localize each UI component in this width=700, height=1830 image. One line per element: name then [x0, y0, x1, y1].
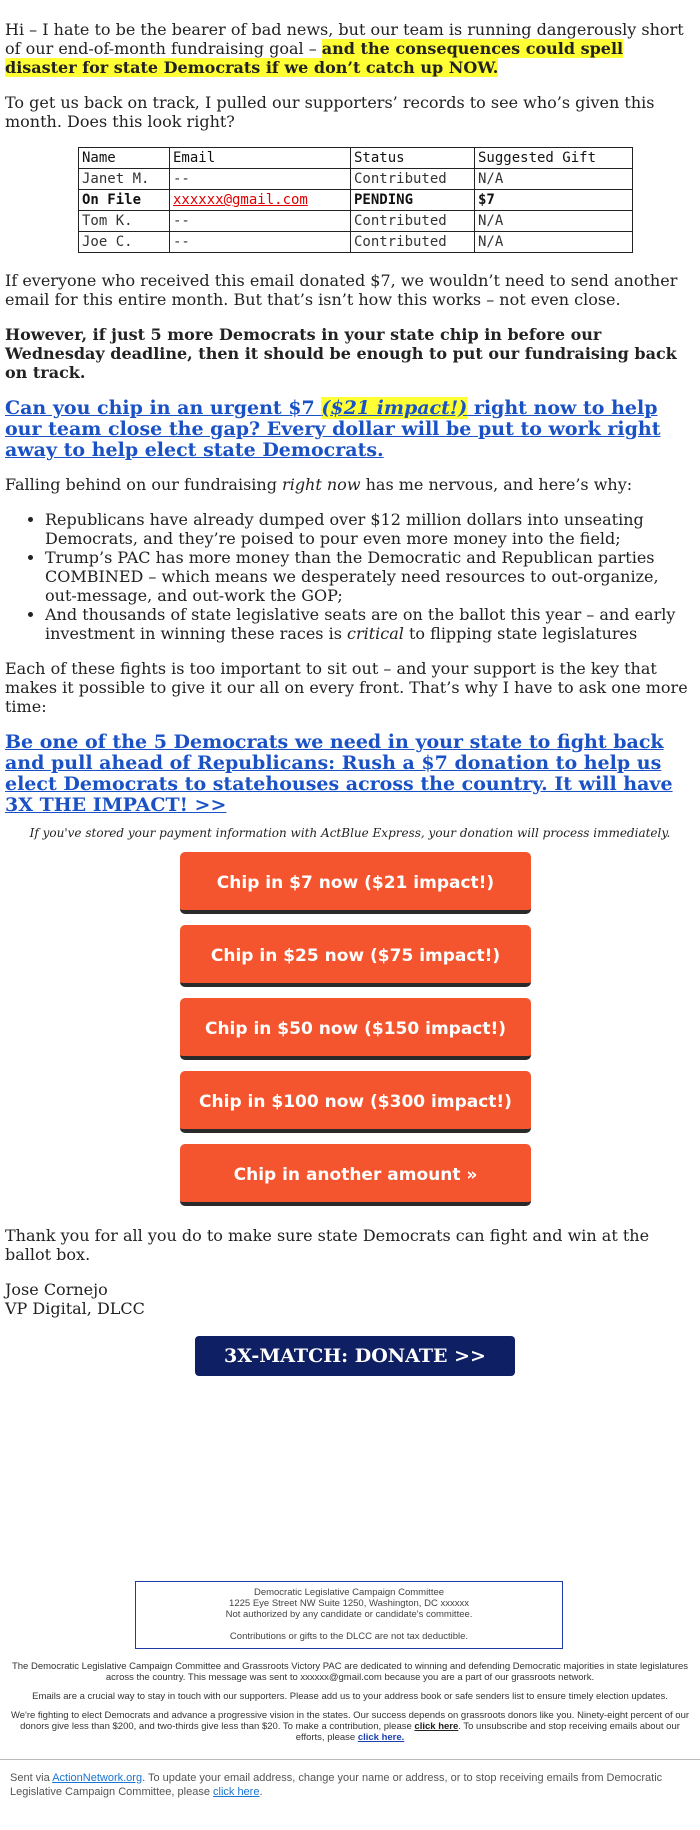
- match-donate-button[interactable]: 3X-MATCH: DONATE >>: [195, 1336, 515, 1376]
- sent-end: .: [259, 1786, 263, 1798]
- cell-status: Contributed: [351, 211, 475, 232]
- signature-name: Jose Cornejo: [5, 1280, 108, 1299]
- intro-paragraph: [5, 20, 695, 77]
- falling-em: right now: [282, 475, 361, 494]
- header-name: Name: [79, 148, 170, 169]
- cell-email: --: [170, 211, 351, 232]
- tax-note: Contributions or gifts to the DLCC are not tax deductible.: [229, 1631, 469, 1642]
- cell-email: --: [170, 232, 351, 253]
- cell-status: Contributed: [351, 232, 475, 253]
- falling-behind-paragraph: [5, 475, 695, 494]
- committee-address: 1225 Eye Street NW Suite 1250, Washington, DC xxxxxx: [229, 1598, 469, 1609]
- thanks-paragraph: Thank you for all you do to make sure state Democrats can fight and win at the ballot box.: [5, 1226, 650, 1264]
- actblue-express-note: If you've stored your payment information with ActBlue Express, your donation will process immediately.: [29, 826, 671, 840]
- committee-name: Democratic Legislative Campaign Committee: [253, 1587, 445, 1598]
- chip-in-50-button[interactable]: Chip in $50 now ($150 impact!): [180, 998, 531, 1060]
- committee-info-box: [135, 1581, 563, 1649]
- deadline-paragraph: However, if just 5 more Democrats in your state chip in before our Wednesday deadline, then it should be enough to put our fundraising back on track.: [5, 325, 677, 382]
- cell-name: Janet M.: [79, 169, 170, 190]
- actionnetwork-link[interactable]: ActionNetwork.org: [52, 1772, 143, 1784]
- list-item: • Republicans have already dumped over $12 million dollars into unseating Democrats, and they’re poised to pour even more money into the field;: [45, 510, 695, 548]
- falling-post: has me nervous, and here’s why:: [360, 475, 633, 494]
- signature-title: VP Digital, DLCC: [5, 1299, 145, 1318]
- email-link[interactable]: xxxxxx@gmail.com: [173, 192, 308, 208]
- footer-divider: [0, 1759, 700, 1760]
- cell-status: Contributed: [351, 169, 475, 190]
- falling-pre: Falling behind on our fundraising: [5, 475, 283, 494]
- cell-gift: $7: [475, 190, 633, 211]
- footer-fighting-pre: We're fighting to elect Democrats and advance a progressive vision in the states. Our success depends on grassroots donors like you. Ninety-eight percent of our donors give less than $200, and two-thirds give less than $20. To make a contribution, please: [10, 1710, 690, 1732]
- cell-name: On File: [79, 190, 170, 211]
- supporter-records-table: [78, 147, 633, 253]
- cell-status-pending: PENDING: [351, 190, 475, 211]
- cell-name: Joe C.: [79, 232, 170, 253]
- list-item: [45, 605, 695, 643]
- sent-post: . To update your email address, change your name or address, or to stop receiving emails from Democratic Legislative Campaign Committee, please: [10, 1772, 663, 1798]
- footer-fighting-mid: . To unsubscribe and stop receiving emails about our efforts, please: [295, 1721, 680, 1743]
- cell-email-link[interactable]: [170, 190, 351, 211]
- cell-name: Tom K.: [79, 211, 170, 232]
- fights-paragraph: Each of these fights is too important to sit out – and your support is the key that makes it possible to give it our all on every front. That’s why I have to ask one more time:: [5, 659, 688, 716]
- cell-email: --: [170, 169, 351, 190]
- chip-in-7-button[interactable]: Chip in $7 now ($21 impact!): [180, 852, 531, 914]
- list-item-post: to flipping state legislatures: [403, 624, 638, 643]
- header-email: Email: [170, 148, 351, 169]
- sent-pre: Sent via: [10, 1772, 53, 1784]
- footer-dedicated: The Democratic Legislative Campaign Committee and Grassroots Victory PAC are dedicated to winning and defending Democratic majorities in state legislatures across the country. This message was sent to xxxxxx@gmail.com because you are a part of our grassroots network.: [11, 1661, 689, 1683]
- records-intro: To get us back on track, I pulled our supporters’ records to see who’s given this month. Does this look right?: [5, 93, 655, 131]
- cell-gift: N/A: [475, 211, 633, 232]
- footer-fighting: [8, 1710, 692, 1743]
- rush-donation-link[interactable]: Be one of the 5 Democrats we need in your state to fight back and pull ahead of Republicans: Rush a $7 donation to help us elect Democrats to statehouses across the country. It will have 3X THE IMPACT! >>: [5, 731, 673, 816]
- intro-highlight: and the consequences could spell disaster for state Democrats if we don’t catch up NOW.: [5, 39, 624, 77]
- chip-in-link[interactable]: [5, 398, 695, 461]
- chip-in-link-pre[interactable]: Can you chip in an urgent $7: [5, 397, 322, 419]
- chip-in-link-post[interactable]: right now to help our team close the gap? Every dollar will be put to work right away to help elect state Democrats.: [5, 397, 661, 461]
- cell-gift: N/A: [475, 232, 633, 253]
- chip-in-other-button[interactable]: Chip in another amount »: [180, 1144, 531, 1206]
- table-row-on-file: [79, 190, 633, 211]
- footer-emails: Emails are a crucial way to stay in touch with our supporters. Please add us to your address book or safe senders list to ensure timely election updates.: [32, 1691, 668, 1702]
- chip-in-100-button[interactable]: Chip in $100 now ($300 impact!): [180, 1071, 531, 1133]
- header-status: Status: [351, 148, 475, 169]
- unsubscribe-link[interactable]: click here.: [357, 1732, 405, 1743]
- intro-text: Hi – I hate to be the bearer of bad news, but our team is running dangerously short of our end-of-month fundraising goal –: [5, 20, 684, 58]
- table-row: [79, 232, 633, 253]
- chip-in-link-highlight[interactable]: ($21 impact!): [321, 397, 468, 419]
- cell-gift: N/A: [475, 169, 633, 190]
- list-item: • Trump’s PAC has more money than the Democratic and Republican parties COMBINED – which means we desperately need resources to out-organize, out-message, and out-work the GOP;: [45, 548, 695, 605]
- signature: [5, 1280, 695, 1318]
- update-preferences-link[interactable]: click here: [213, 1786, 260, 1798]
- header-gift: Suggested Gift: [475, 148, 633, 169]
- sent-via-notice: [10, 1771, 680, 1799]
- list-item-pre: And thousands of state legislative seats are on the ballot this year – and early investment in winning these races is: [45, 605, 676, 643]
- table-row: [79, 169, 633, 190]
- everyone-paragraph: If everyone who received this email donated $7, we wouldn’t need to send another email for this entire month. But that’s isn’t how this works – not even close.: [5, 271, 678, 309]
- contribute-link[interactable]: click here: [414, 1721, 459, 1732]
- authorization-note: Not authorized by any candidate or candidate's committee.: [225, 1609, 473, 1620]
- table-header-row: [79, 148, 633, 169]
- table-row: [79, 211, 633, 232]
- reasons-list: [5, 510, 695, 643]
- list-item-em: critical: [347, 624, 404, 643]
- chip-in-25-button[interactable]: Chip in $25 now ($75 impact!): [180, 925, 531, 987]
